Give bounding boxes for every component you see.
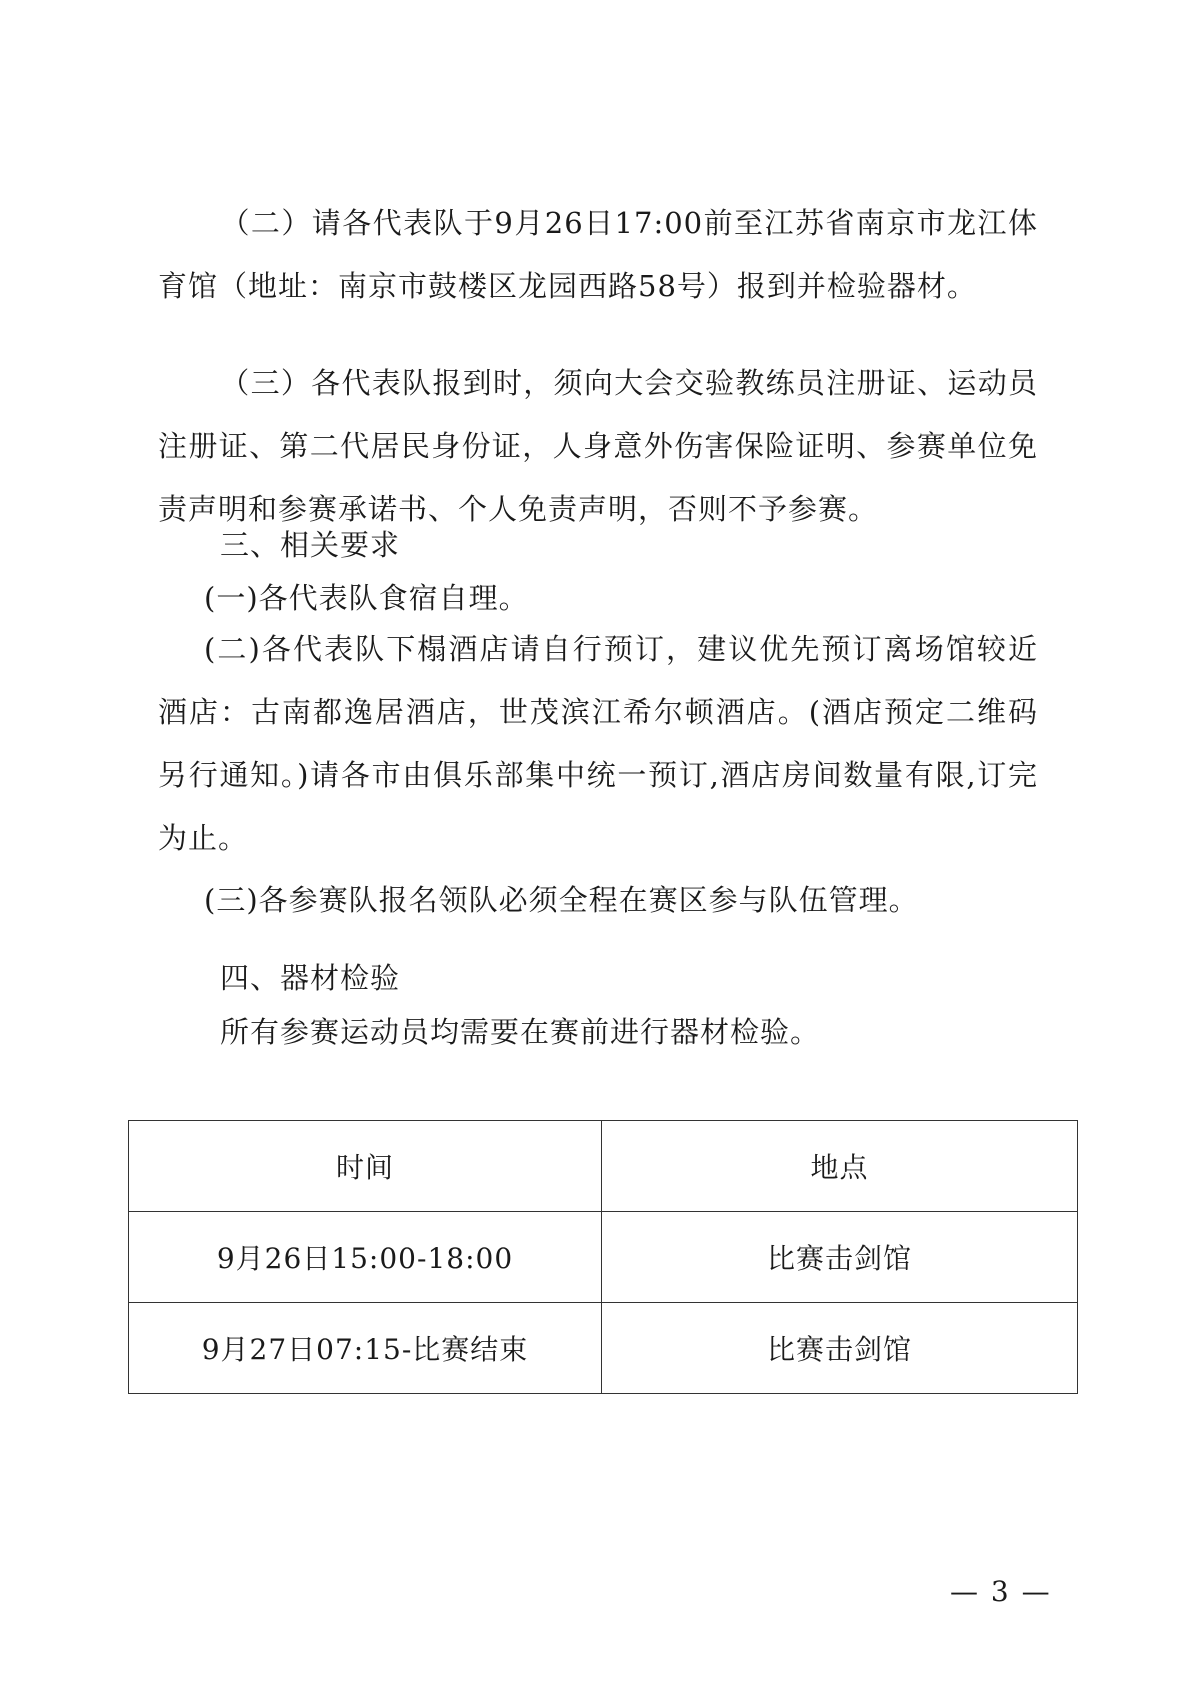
row-place: 比赛击剑馆 — [602, 1303, 1078, 1394]
page-number: — 3 — — [950, 1575, 1052, 1608]
requirement-3: (三)各参赛队报名领队必须全程在赛区参与队伍管理。 — [204, 883, 919, 917]
equipment-check-table — [128, 1120, 1078, 1394]
table-row — [129, 1303, 1078, 1394]
row-place: 比赛击剑馆 — [602, 1212, 1078, 1303]
header-time: 时间 — [129, 1121, 602, 1212]
paragraph-documents-text: （三）各代表队报到时，须向大会交验教练员注册证、运动员注册证、第二代居民身份证，人身意外伤害保险证明、参赛单位免责声明和参赛承诺书、个人免责声明，否则不予参赛。 — [158, 366, 1038, 526]
section-heading-requirements: 三、相关要求 — [220, 528, 401, 562]
table-header-row — [129, 1121, 1078, 1212]
equipment-intro: 所有参赛运动员均需要在赛前进行器材检验。 — [220, 1015, 821, 1049]
row-time: 9月26日15:00-18:00 — [129, 1212, 602, 1303]
paragraph-report-time — [158, 192, 1038, 318]
header-place: 地点 — [602, 1121, 1078, 1212]
requirement-2 — [158, 618, 1038, 870]
row-time: 9月27日07:15-比赛结束 — [129, 1303, 602, 1394]
table-row — [129, 1212, 1078, 1303]
requirement-2-text: (二)各代表队下榻酒店请自行预订，建议优先预订离场馆较近酒店：古南都逸居酒店，世茂滨江希尔顿酒店。(酒店预定二维码另行通知。)请各市由俱乐部集中统一预订,酒店房间数量有限,订完为止。 — [158, 632, 1038, 855]
requirement-1: (一)各代表队食宿自理。 — [204, 581, 529, 615]
section-heading-equipment: 四、器材检验 — [220, 961, 401, 995]
paragraph-report-time-text: （二）请各代表队于9月26日17:00前至江苏省南京市龙江体育馆（地址：南京市鼓楼区龙园西路58号）报到并检验器材。 — [158, 206, 1038, 303]
paragraph-documents — [158, 352, 1038, 541]
